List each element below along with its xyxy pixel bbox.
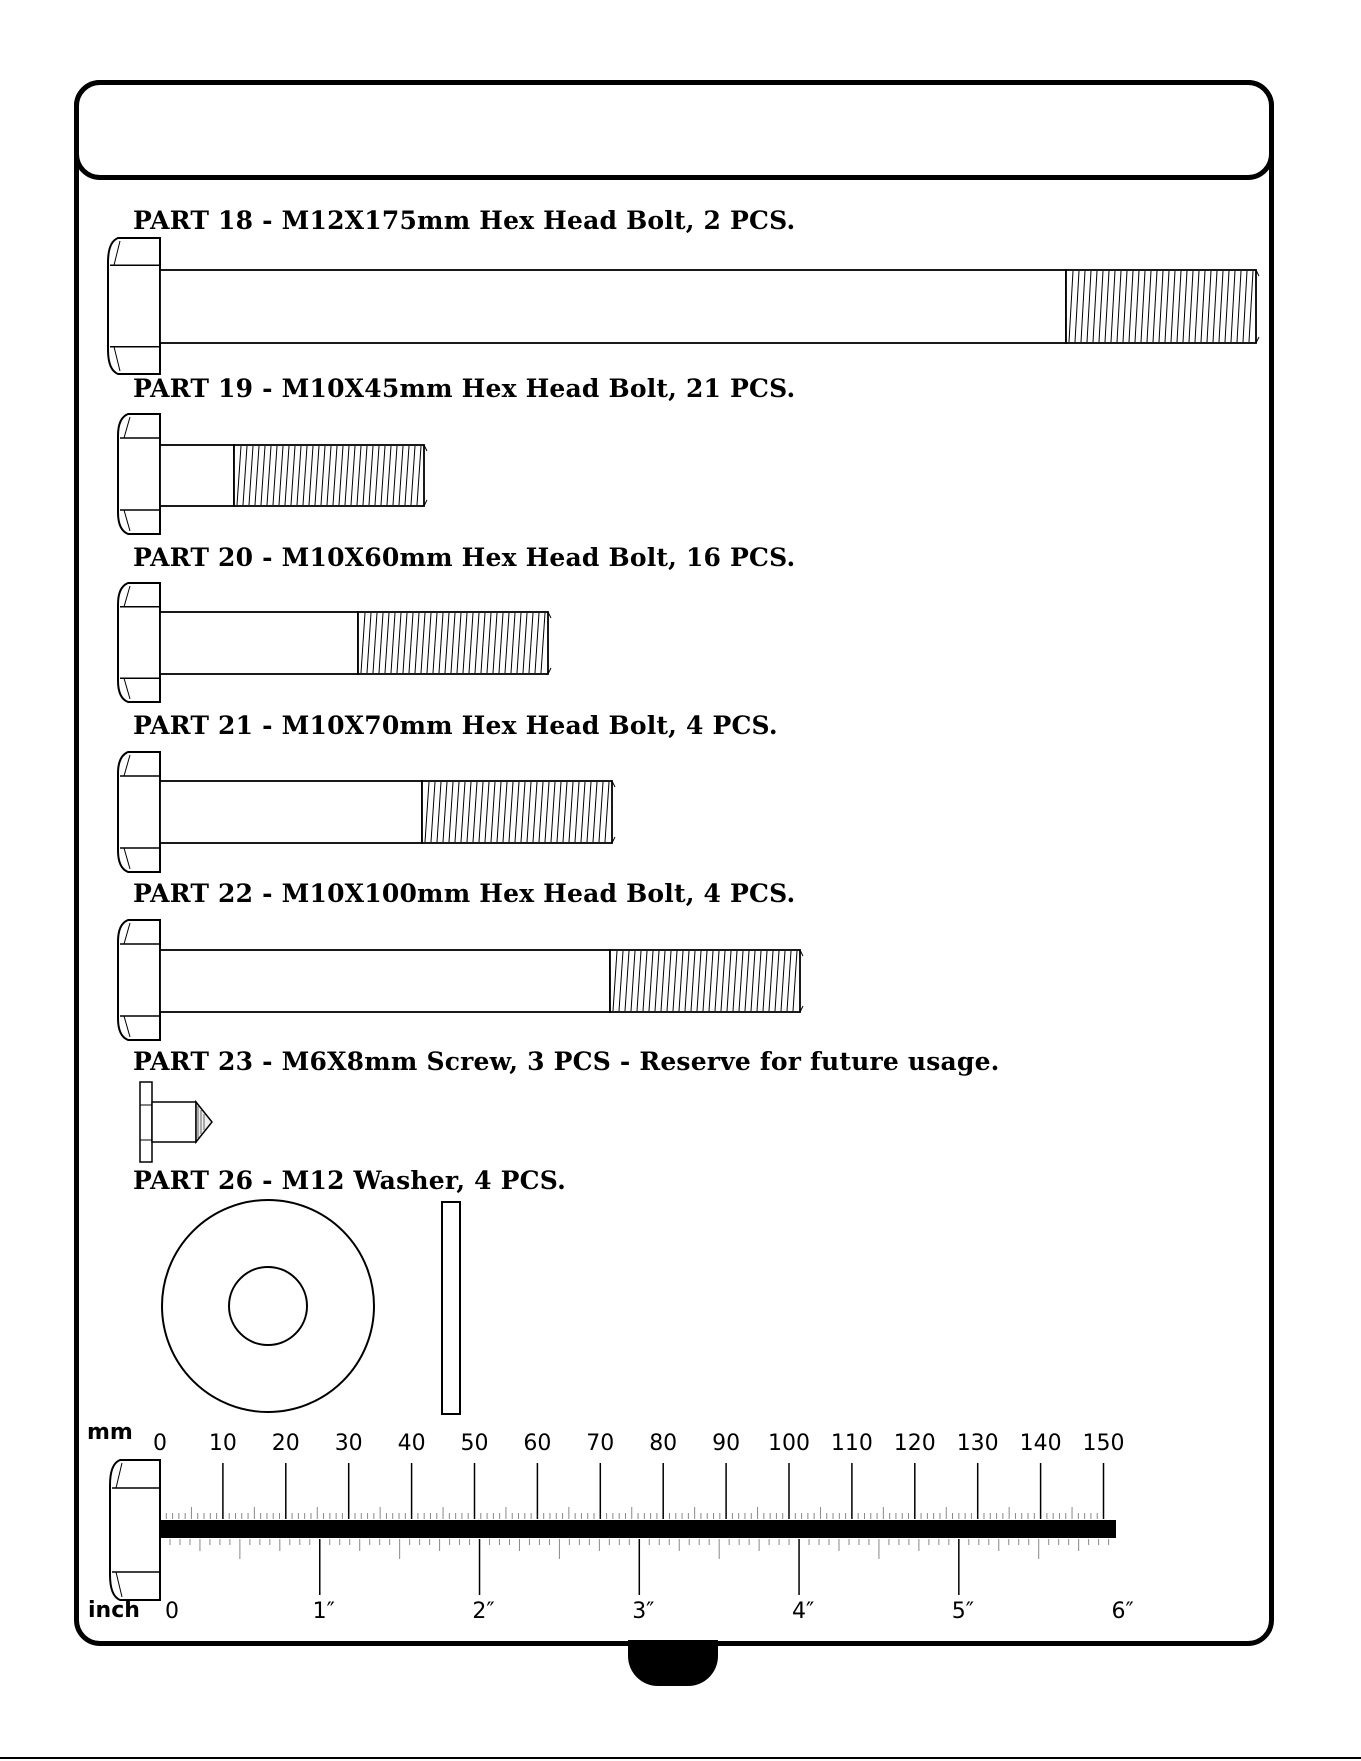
mm-tick-label: 80 [649,1431,678,1456]
ruler-bolt-head [110,1460,160,1600]
page-number-tab [628,1640,718,1686]
inch-tick-label: 2″ [472,1599,495,1624]
part-23-screw-drawing [140,1082,212,1162]
inch-tick-label: 4″ [791,1599,815,1624]
mm-tick-label: 10 [208,1431,237,1456]
mm-tick-label: 100 [768,1431,810,1456]
inch-tick-label: 1″ [312,1599,335,1624]
part-18-bolt-drawing [108,238,1259,374]
part-22-label: PART 22 - M10X100mm Hex Head Bolt, 4 PCS. [133,879,796,908]
mm-tick-label: 60 [523,1431,552,1456]
inch-tick-label: 5″ [951,1599,974,1624]
mm-tick-label: 90 [712,1431,741,1456]
mm-tick-label: 140 [1019,1431,1062,1456]
mm-tick-label: 110 [830,1431,873,1456]
mm-tick-label: 120 [893,1431,936,1456]
footer-rule [0,1757,1361,1759]
part-18-label: PART 18 - M12X175mm Hex Head Bolt, 2 PCS. [133,206,796,235]
part-21-bolt-drawing [118,752,615,872]
mm-tick-label: 30 [334,1431,363,1456]
mm-tick-label: 50 [460,1431,489,1456]
measuring-ruler [110,1431,1134,1624]
bolt-drawings [108,238,1259,1040]
part-23-label: PART 23 - M6X8mm Screw, 3 PCS - Reserve for future usage. [133,1047,1000,1076]
mm-tick-label: 0 [153,1431,167,1456]
part-20-label: PART 20 - M10X60mm Hex Head Bolt, 16 PCS. [133,543,796,572]
inch-unit-label: inch [88,1598,140,1623]
part-19-label: PART 19 - M10X45mm Hex Head Bolt, 21 PCS. [133,374,796,403]
inch-tick-label: 6″ [1111,1599,1134,1624]
part-26-label: PART 26 - M12 Washer, 4 PCS. [133,1166,567,1195]
mm-tick-label: 130 [956,1431,999,1456]
part-20-bolt-drawing [118,583,551,702]
mm-tick-label: 150 [1082,1431,1125,1456]
part-19-bolt-drawing [118,414,427,534]
mm-tick-label: 70 [586,1431,615,1456]
inch-tick-label: 3″ [632,1599,655,1624]
mm-tick-label: 40 [397,1431,426,1456]
part-21-label: PART 21 - M10X70mm Hex Head Bolt, 4 PCS. [133,711,778,740]
part-26-washer-drawing [162,1200,460,1414]
mm-tick-label: 20 [271,1431,300,1456]
ruler-bar [160,1520,1116,1538]
mm-unit-label: mm [87,1420,133,1445]
part-22-bolt-drawing [118,920,803,1040]
inch-tick-label: 0 [165,1599,179,1624]
